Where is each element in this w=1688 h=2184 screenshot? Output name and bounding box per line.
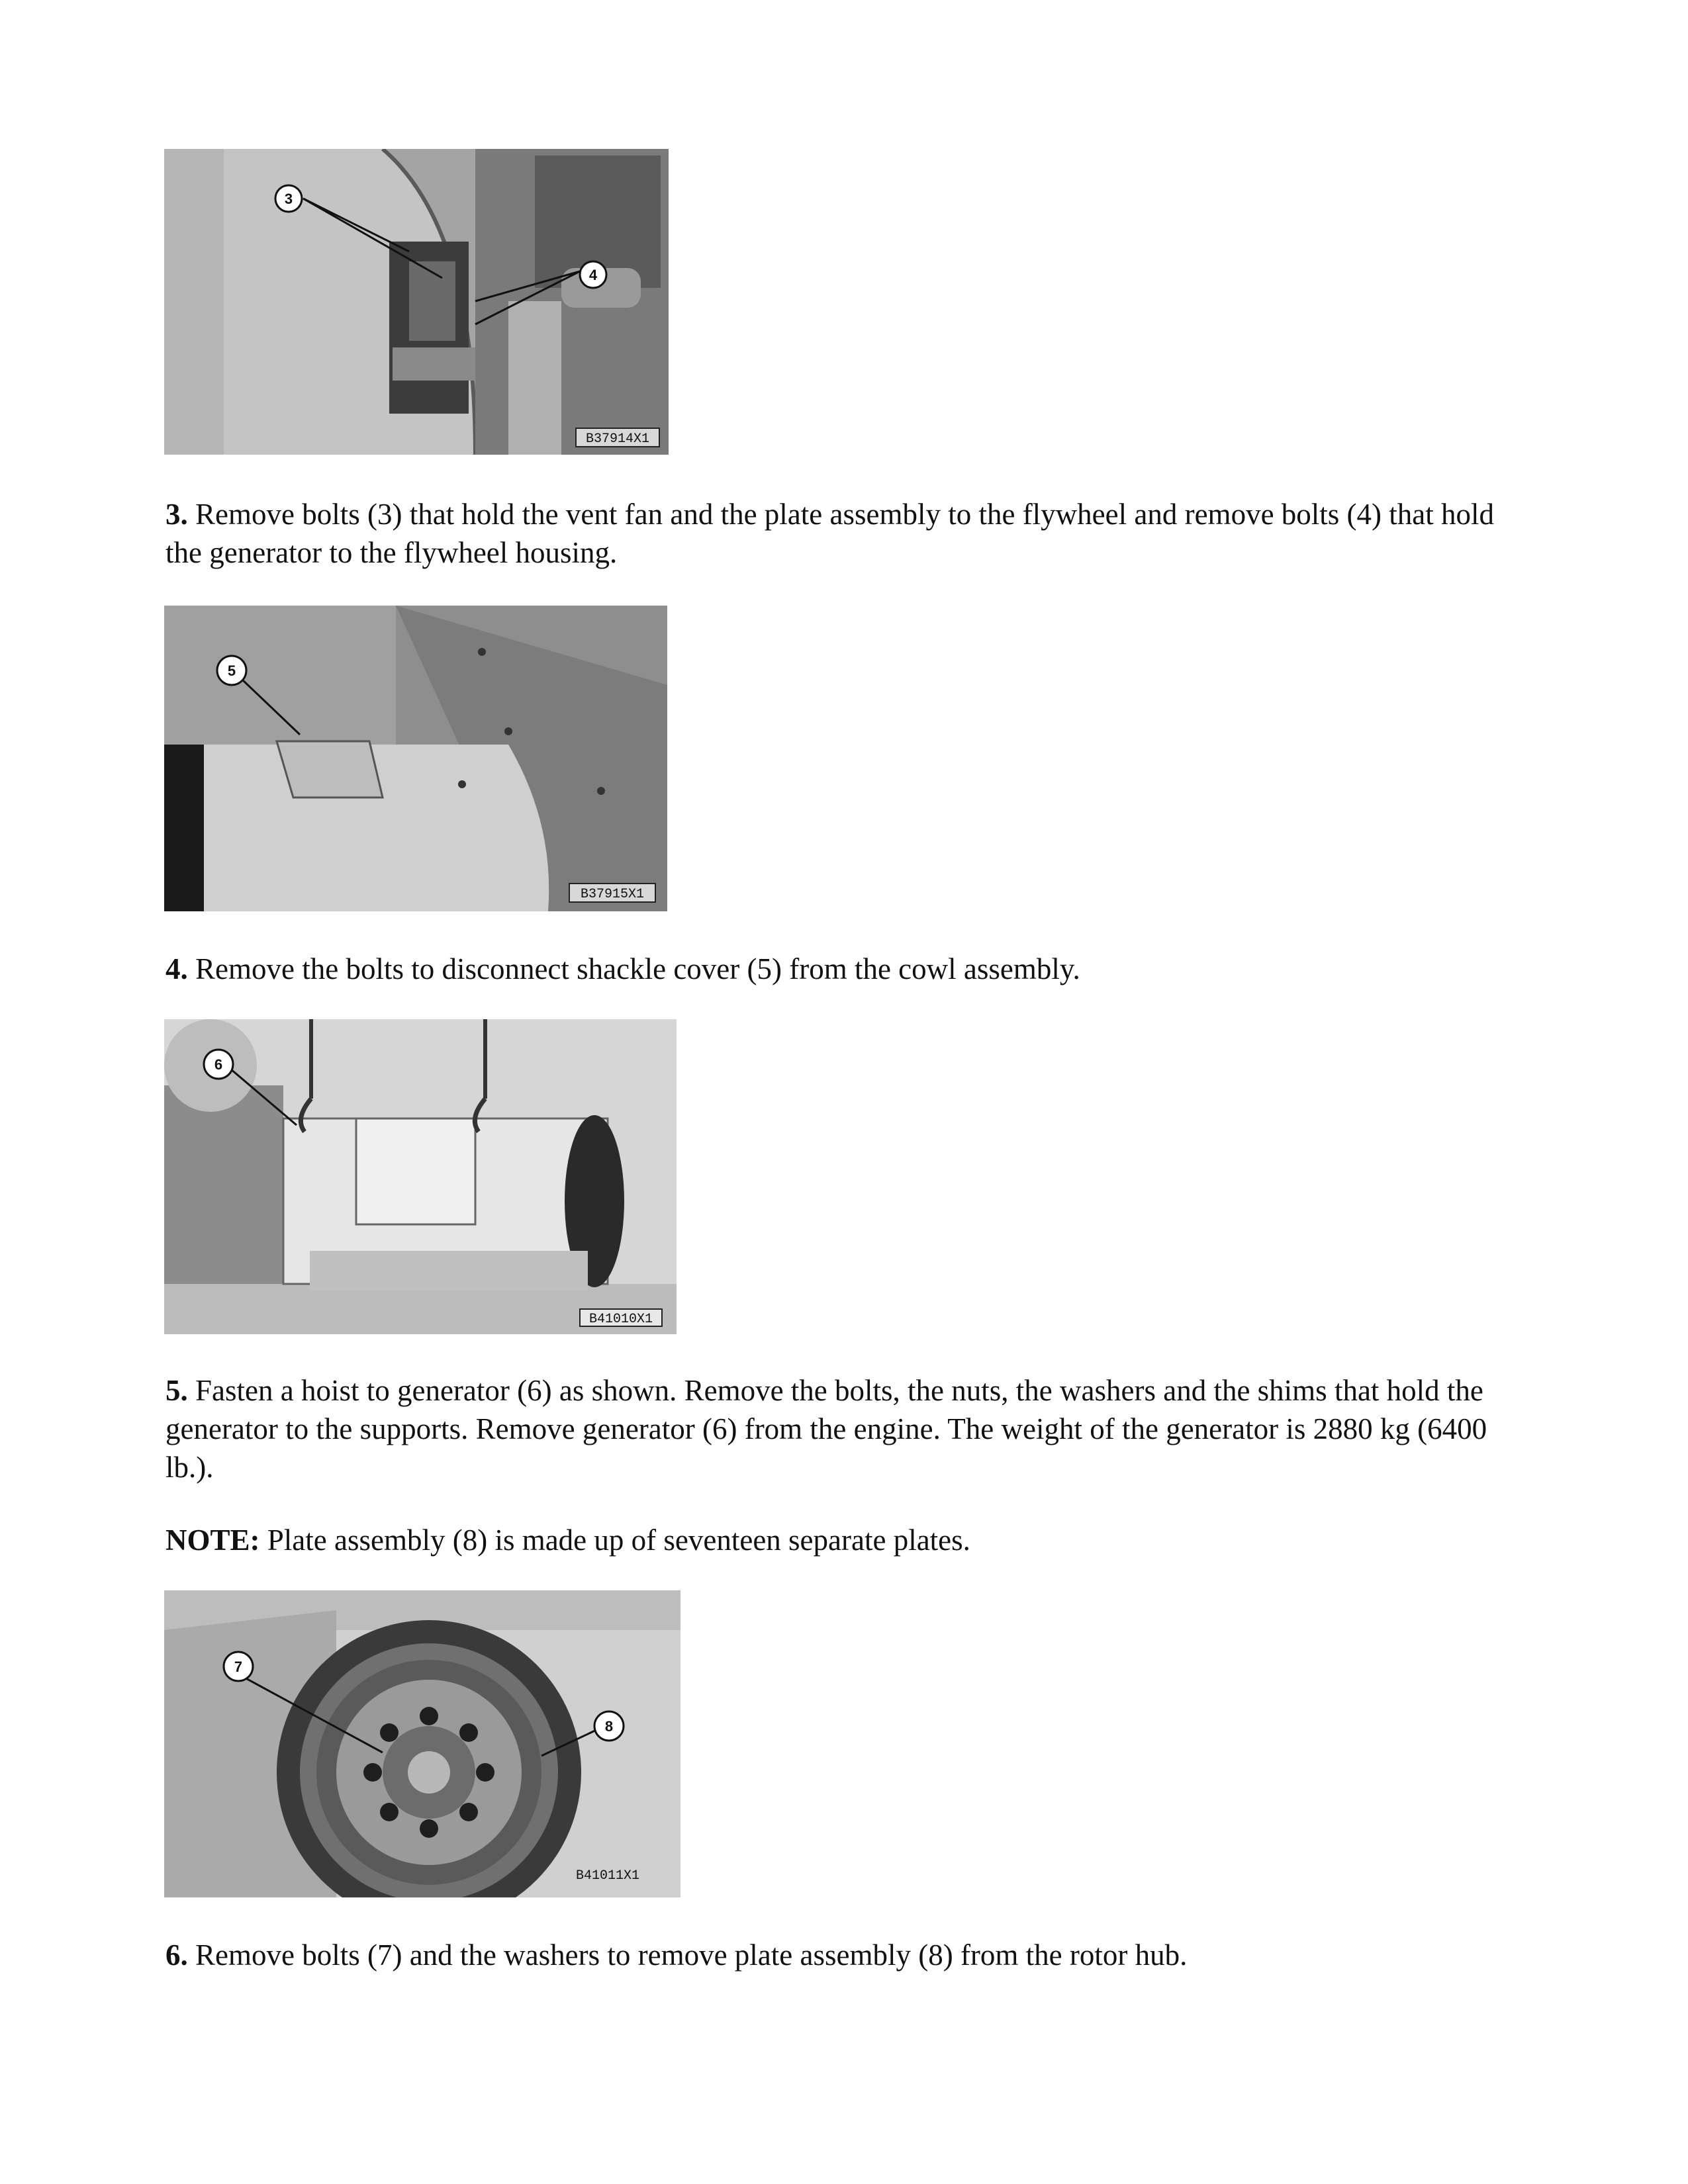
step-4-text: 4. Remove the bolts to disconnect shackle cover (5) from the cowl assembly.	[165, 952, 1080, 985]
figure-bolts-3-4	[164, 149, 669, 455]
figure-shackle-cover-5	[164, 606, 667, 911]
figure-ref-code: B41011X1	[575, 1868, 640, 1884]
svg-text:6: 6	[214, 1056, 223, 1073]
note-label: NOTE:	[165, 1524, 260, 1557]
figure-generator-hoist-6	[164, 1019, 677, 1334]
figure-ref-code: B37915X1	[580, 887, 645, 902]
figure-ref-code: B41010X1	[588, 1312, 653, 1327]
svg-text:8: 8	[604, 1718, 614, 1735]
step-number: 5.	[165, 1374, 188, 1407]
note-text: NOTE: Plate assembly (8) is made up of seventeen separate plates.	[165, 1524, 970, 1557]
step-3-text: 3. Remove bolts (3) that hold the vent fan and the plate assembly to the flywheel and remove bolts (4) that hold the generator to the flywheel housing.	[165, 498, 1495, 569]
svg-text:4: 4	[588, 267, 598, 283]
step-number: 3.	[165, 498, 188, 531]
svg-text:3: 3	[284, 191, 293, 207]
step-number: 6.	[165, 1938, 188, 1972]
figure-ref-code: B37914X1	[585, 432, 650, 447]
svg-text:7: 7	[234, 1659, 243, 1675]
step-5-text: 5. Fasten a hoist to generator (6) as shown. Remove the bolts, the nuts, the washers and the shims that hold the generator to the supports. Remove generator (6) from the engine. The weight of the generator is 2880 kg (6400 lb.).	[165, 1374, 1487, 1484]
svg-text:5: 5	[227, 662, 236, 679]
step-number: 4.	[165, 952, 188, 985]
figure-plate-assembly-7-8	[164, 1590, 680, 1897]
step-6-text: 6. Remove bolts (7) and the washers to remove plate assembly (8) from the rotor hub.	[165, 1938, 1188, 1972]
